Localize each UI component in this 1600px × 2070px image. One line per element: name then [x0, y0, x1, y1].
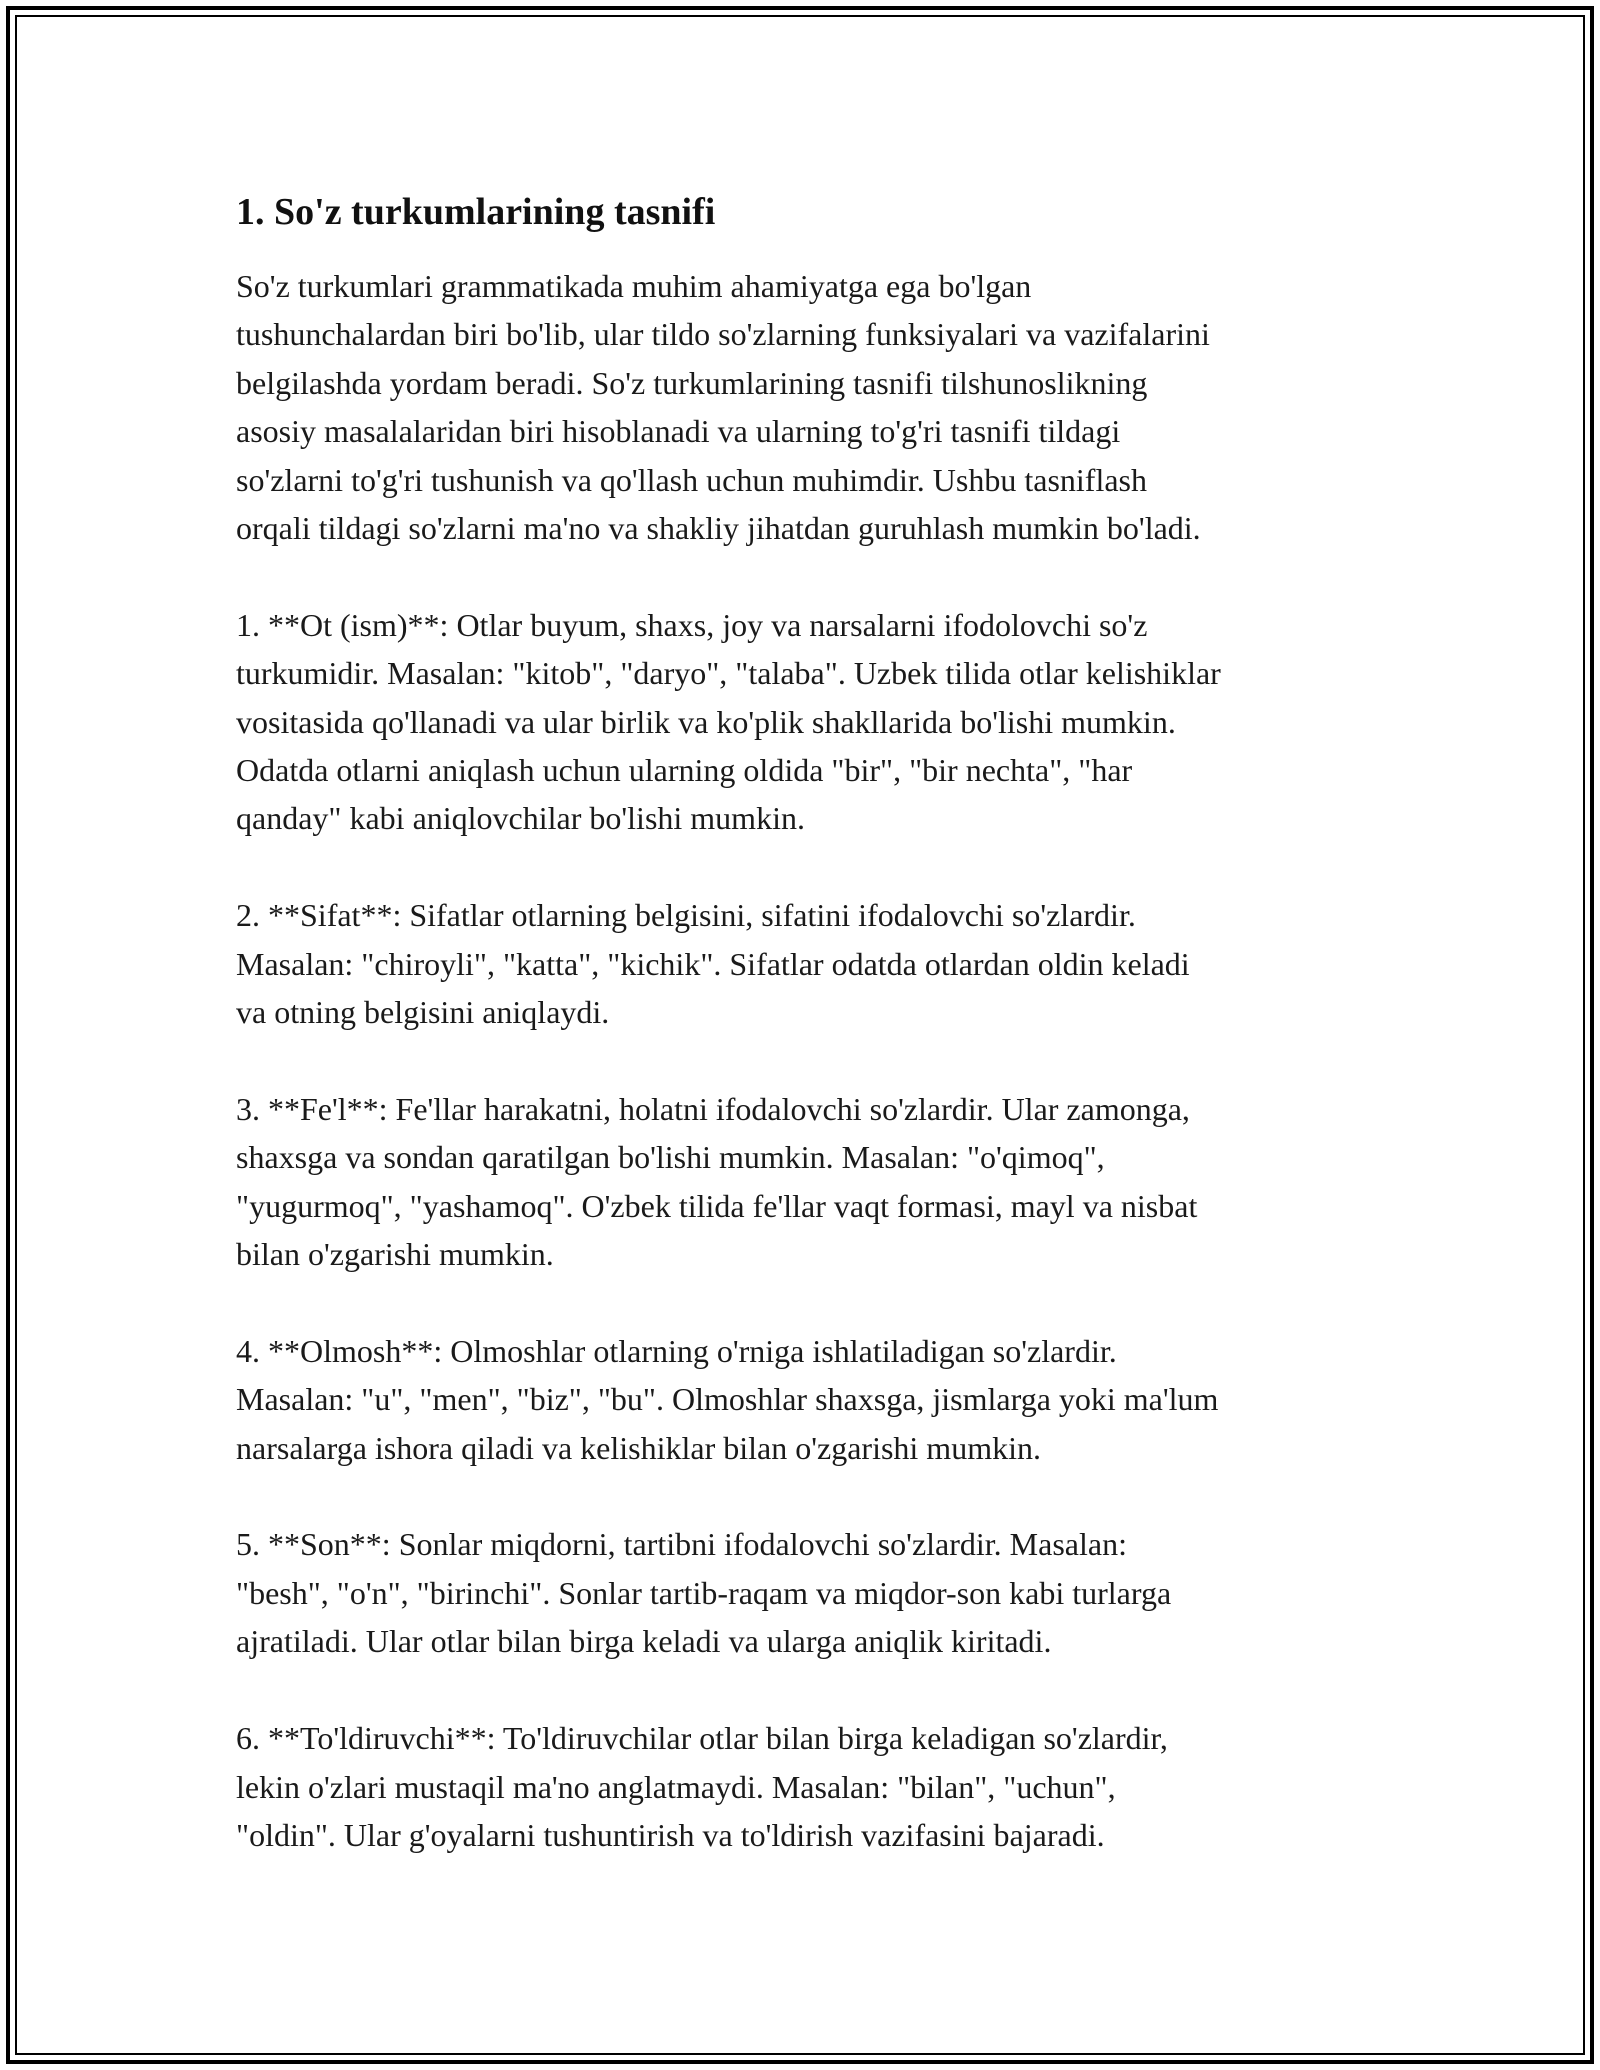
list-item-son: 5. **Son**: Sonlar miqdorni, tartibni ifodalovchi so'zlardir. Masalan: "besh", "o'n", "birinchi". Sonlar tartib-raqam va miqdor-son kabi turlarga ajratiladi. Ular otlar bilan birga keladi va ularga aniqlik kiritadi. — [236, 1526, 1172, 1660]
list-item-sifat: 2. **Sifat**: Sifatlar otlarning belgisini, sifatini ifodalovchi so'zlardir. Masalan: "chiroyli", "katta", "kichik". Sifatlar odatda otlardan oldin keladi va otning belgisini aniqlaydi. — [236, 897, 1190, 1031]
intro-paragraph: So'z turkumlari grammatikada muhim ahamiyatga ega bo'lgan tushunchalardan biri bo'lib, ular tildo so'zlarning funksiyalari va vazifalarini belgilashda yordam beradi. So'z turkumlarining tasnifi tilshunoslikning asosiy masalalaridan biri hisoblanadi va ularning to'g'ri tasnifi tildagi so'zlarni to'g'ri tushunish va qo'llash uchun muhimdir. Ushbu tasniflash orqali tildagi so'zlarni ma'no va shakliy jihatdan guruhlash mumkin bo'ladi. — [236, 268, 1210, 547]
document-body — [236, 188, 1386, 1859]
list-item-ot: 1. **Ot (ism)**: Otlar buyum, shaxs, joy va narsalarni ifodolovchi so'z turkumidir. Masalan: "kitob", "daryo", "talaba". Uzbek tilida otlar kelishiklar vositasida qo'llanadi va ular birlik va ko'plik shakllarida bo'lishi mumkin. Odatda otlarni aniqlash uchun ularning oldida "bir", "bir nechta", "har qanday" kabi aniqlovchilar bo'lishi mumkin. — [236, 606, 1221, 837]
list-item-olmosh: 4. **Olmosh**: Olmoshlar otlarning o'rniga ishlatiladigan so'zlardir. Masalan: "u", "men", "biz", "bu". Olmoshlar shaxsga, jismlarga yoki ma'lum narsalarga ishora qiladi va kelishiklar bilan o'zgarishi mumkin. — [236, 1332, 1219, 1466]
list-item-fel: 3. **Fe'l**: Fe'llar harakatni, holatni ifodalovchi so'zlardir. Ular zamonga, shaxsga va sondan qaratilgan bo'lishi mumkin. Masalan: "o'qimoq", "yugurmoq", "yashamoq". O'zbek tilida fe'llar vaqt formasi, mayl va nisbat bilan o'zgarishi mumkin. — [236, 1090, 1198, 1273]
list-item-toldiruvchi: 6. **To'ldiruvchi**: To'ldiruvchilar otlar bilan birga keladigan so'zlardir, lekin o'zlari mustaqil ma'no anglatmaydi. Masalan: "bilan", "uchun", "oldin". Ular g'oyalarni tushuntirish va to'ldirish vazifasini bajaradi. — [236, 1720, 1168, 1853]
section-heading: 1. So'z turkumlarining tasnifi — [236, 191, 716, 233]
